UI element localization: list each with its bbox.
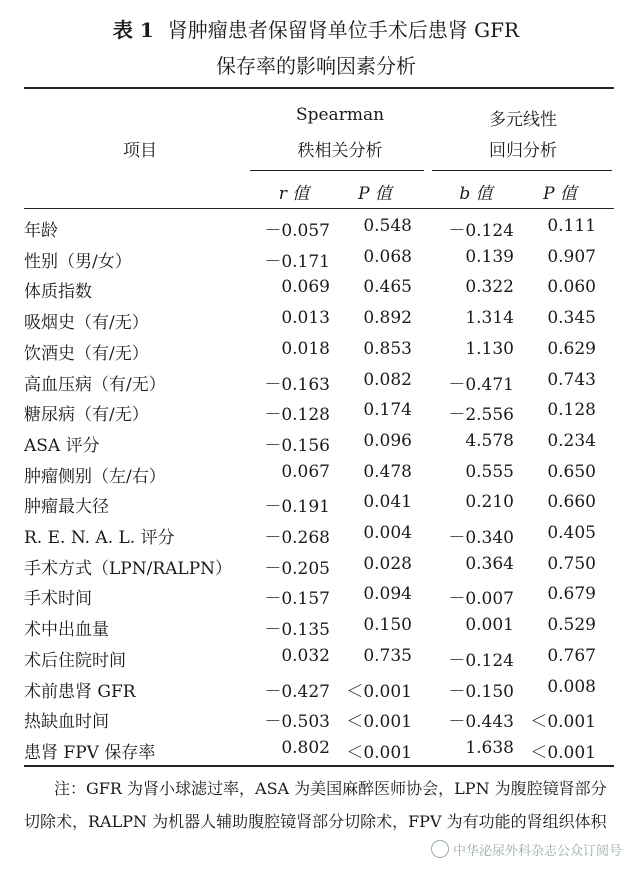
- cell-p1: ＜0.001: [346, 712, 412, 733]
- spearman-subrule: [250, 170, 424, 171]
- table-row: [0, 247, 632, 277]
- cell-item: 肿瘤侧别（左/右）: [24, 466, 166, 487]
- header-p2: P 值: [543, 184, 577, 204]
- cell-b: 0.210: [465, 492, 514, 513]
- watermark: [431, 840, 622, 859]
- cell-p2: 0.650: [547, 461, 596, 482]
- cell-p1: 0.150: [363, 615, 412, 636]
- cell-p1: 0.028: [363, 553, 412, 574]
- cell-r: －0.268: [264, 528, 330, 548]
- table-row: [0, 523, 632, 553]
- cell-r: －0.156: [264, 435, 330, 456]
- cell-p2: 0.111: [547, 216, 596, 236]
- wechat-icon: [431, 840, 449, 858]
- cell-p1: 0.096: [363, 430, 412, 451]
- table-note-text: 注：GFR 为肾小球滤过率，ASA 为美国麻醉医师协会，LPN 为腹腔镜肾部分切除术，RALPN 为机器人辅助腹腔镜肾部分切除术，FPV 为有功能的肾组织体积: [24, 779, 607, 831]
- table-row: [0, 277, 632, 307]
- cell-b: 0.555: [465, 461, 514, 482]
- cell-b: －2.556: [448, 405, 514, 426]
- header-group1-line1: Spearman: [295, 105, 385, 125]
- cell-b: 0.001: [465, 615, 514, 636]
- cell-p1: ＜0.001: [346, 742, 412, 763]
- table-row: [0, 431, 632, 461]
- table-row: [0, 584, 632, 614]
- cell-b: －0.340: [448, 528, 514, 548]
- cell-item: 手术时间: [24, 589, 92, 610]
- cell-p1: 0.892: [363, 308, 412, 329]
- cell-p1: 0.094: [363, 584, 412, 605]
- cell-b: 0.139: [465, 246, 514, 267]
- cell-p2: 0.767: [547, 645, 596, 666]
- cell-r: －0.205: [264, 558, 330, 579]
- cell-item: 高血压病（有/无）: [24, 374, 166, 395]
- header-group1-line2: 秩相关分析: [297, 141, 383, 161]
- cell-p2: 0.234: [547, 430, 596, 451]
- table-row: [0, 554, 632, 584]
- cell-p2: 0.529: [547, 615, 596, 636]
- cell-r: －0.163: [264, 374, 330, 395]
- cell-p2: ＜0.001: [530, 742, 596, 763]
- table-row: [0, 492, 632, 522]
- cell-p2: 0.679: [547, 584, 596, 605]
- cell-b: 1.130: [465, 338, 514, 359]
- cell-p2: 0.750: [547, 553, 596, 574]
- cell-b: 1.638: [465, 737, 514, 758]
- table-title-line1: 肾肿瘤患者保留肾单位手术后患肾 GFR: [167, 18, 520, 42]
- bottom-rule: [24, 765, 614, 767]
- table-row: [0, 400, 632, 430]
- header-group2-line2: 回归分析: [489, 141, 557, 161]
- cell-item: 患肾 FPV 保存率: [24, 742, 156, 763]
- top-rule: [24, 87, 614, 89]
- cell-item: 术中出血量: [24, 620, 109, 641]
- cell-r: 0.069: [281, 277, 330, 298]
- cell-r: 0.802: [281, 737, 330, 758]
- cell-p1: 0.853: [363, 338, 412, 359]
- table-row: [0, 308, 632, 338]
- cell-p2: 0.405: [547, 523, 596, 543]
- cell-r: 0.013: [281, 308, 330, 329]
- cell-p1: 0.465: [363, 277, 412, 298]
- cell-item: 饮酒史（有/无）: [24, 343, 149, 364]
- table-row: [0, 738, 632, 768]
- cell-item: 性别（男/女）: [24, 251, 132, 272]
- cell-p2: 0.743: [547, 369, 596, 390]
- cell-item: 体质指数: [24, 282, 92, 303]
- cell-r: －0.191: [264, 497, 330, 518]
- cell-item: 肿瘤最大径: [24, 497, 109, 518]
- cell-item: ASA 评分: [24, 435, 100, 456]
- table-note: [24, 772, 620, 838]
- cell-p2: 0.008: [547, 676, 596, 697]
- table-row: [0, 615, 632, 645]
- cell-p2: ＜0.001: [530, 712, 596, 733]
- cell-p2: 0.660: [547, 492, 596, 513]
- cell-r: 0.032: [281, 645, 330, 666]
- cell-p2: 0.345: [547, 308, 596, 329]
- cell-r: －0.427: [264, 681, 330, 702]
- cell-b: 0.364: [465, 553, 514, 574]
- cell-p1: 0.004: [363, 523, 412, 543]
- regression-subrule: [432, 170, 612, 171]
- cell-b: 1.314: [465, 308, 514, 329]
- cell-r: 0.067: [281, 461, 330, 482]
- cell-r: －0.135: [264, 620, 330, 641]
- cell-item: 术前患肾 GFR: [24, 681, 136, 702]
- table-title-line2: 保存率的影响因素分析: [216, 54, 416, 78]
- cell-p1: ＜0.001: [346, 681, 412, 702]
- cell-p1: 0.548: [363, 216, 412, 236]
- table-row: [0, 339, 632, 369]
- table-row: [0, 216, 632, 246]
- table-row: [0, 677, 632, 707]
- cell-b: 4.578: [465, 430, 514, 451]
- cell-p1: 0.041: [363, 492, 412, 513]
- cell-item: 糖尿病（有/无）: [24, 405, 149, 426]
- watermark-text: 中华泌尿外科杂志公众订阅号: [452, 844, 622, 859]
- cell-p1: 0.068: [363, 246, 412, 267]
- cell-item: 术后住院时间: [24, 650, 126, 671]
- cell-item: 年龄: [24, 221, 58, 241]
- cell-b: －0.124: [448, 221, 514, 241]
- cell-r: 0.018: [281, 338, 330, 359]
- table-row: [0, 462, 632, 492]
- cell-r: －0.503: [264, 712, 330, 733]
- cell-item: 吸烟史（有/无）: [24, 313, 149, 334]
- cell-r: －0.057: [264, 221, 330, 241]
- header-group2-line1: 多元线性: [489, 110, 557, 130]
- cell-p1: 0.082: [363, 369, 412, 390]
- cell-b: －0.007: [448, 589, 514, 610]
- header-rule: [24, 208, 614, 209]
- header-b: b 值: [459, 184, 493, 204]
- cell-p2: 0.907: [547, 246, 596, 267]
- table-row: [0, 370, 632, 400]
- cell-p1: 0.174: [363, 400, 412, 421]
- header-r: r 值: [278, 184, 310, 204]
- cell-r: －0.171: [264, 251, 330, 272]
- cell-p2: 0.060: [547, 277, 596, 298]
- cell-item: 热缺血时间: [24, 712, 109, 733]
- cell-b: 0.322: [465, 277, 514, 298]
- cell-p2: 0.629: [547, 338, 596, 359]
- header-item: 项目: [123, 141, 157, 161]
- table-row: [0, 646, 632, 676]
- header-p1: P 值: [358, 184, 392, 204]
- cell-item: 手术方式（LPN/RALPN）: [24, 558, 233, 579]
- cell-r: －0.128: [264, 405, 330, 426]
- table-label: 表 1: [112, 18, 154, 42]
- cell-p1: 0.478: [363, 461, 412, 482]
- cell-p2: 0.128: [547, 400, 596, 421]
- table-row: [0, 707, 632, 737]
- cell-item: R. E. N. A. L. 评分: [24, 528, 175, 548]
- cell-b: －0.150: [448, 681, 514, 702]
- cell-b: －0.471: [448, 374, 514, 395]
- cell-b: －0.124: [448, 650, 514, 671]
- cell-r: －0.157: [264, 589, 330, 610]
- cell-p1: 0.735: [363, 645, 412, 666]
- cell-b: －0.443: [448, 712, 514, 733]
- table-title: [0, 14, 632, 43]
